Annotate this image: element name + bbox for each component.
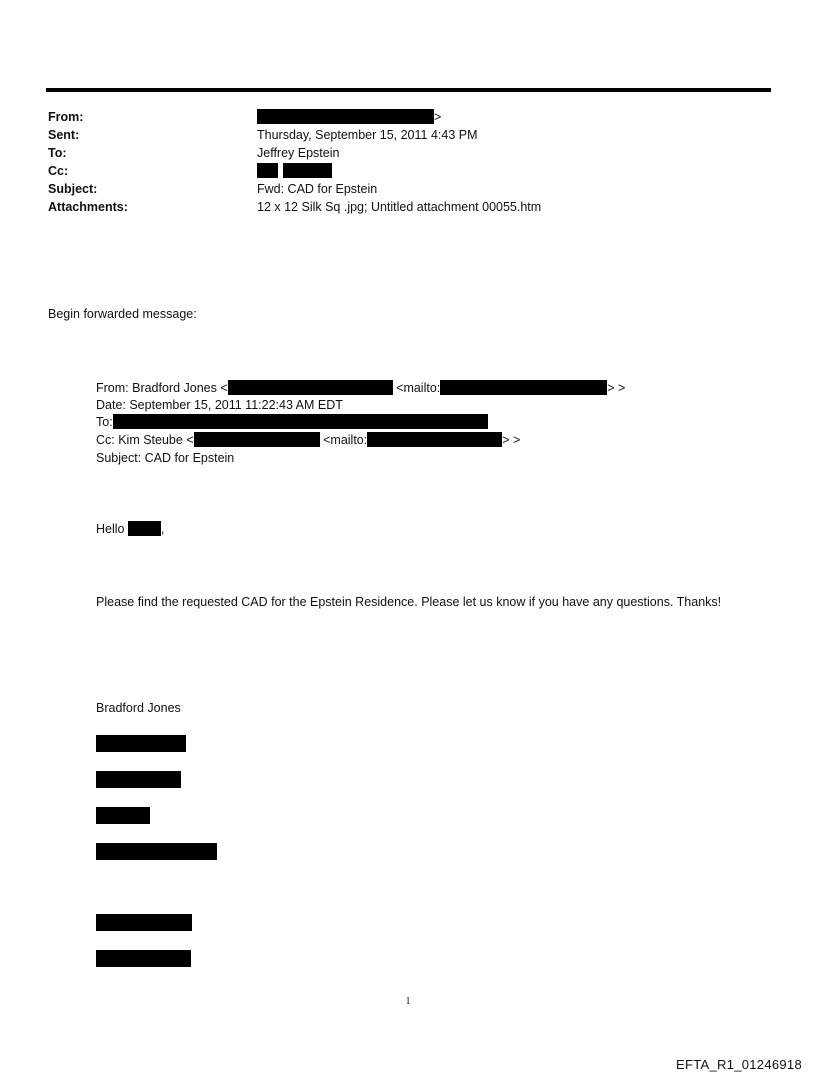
- redaction-block: [367, 432, 502, 447]
- forwarded-to-line: [96, 414, 488, 431]
- message-text: Please find the requested CAD for the Epstein Residence. Please let us know if you have any questions. Thanks!: [96, 595, 722, 609]
- redaction-block: [257, 109, 434, 124]
- from-value-suffix: >: [434, 110, 442, 124]
- header-divider: [46, 88, 771, 92]
- bates-number: EFTA_R1_01246918: [676, 1057, 802, 1072]
- forward-intro: Begin forwarded message:: [48, 307, 197, 321]
- greeting-prefix: Hello: [96, 522, 125, 536]
- redaction-block: [96, 771, 181, 788]
- forwarded-cc-mailto: <mailto:: [323, 433, 368, 447]
- redaction-block: [257, 163, 278, 178]
- greeting-suffix: ,: [160, 522, 165, 536]
- forwarded-from-suffix: > >: [607, 381, 626, 395]
- redaction-block: [96, 807, 150, 824]
- redaction-block: [228, 380, 393, 395]
- from-value: [257, 108, 441, 126]
- forwarded-from-line: [96, 380, 625, 397]
- attachments-value: 12 x 12 Silk Sq .jpg; Untitled attachment 00055.htm: [257, 200, 542, 214]
- subject-label: Subject:: [48, 182, 98, 196]
- forwarded-subject-line: Subject: CAD for Epstein: [96, 451, 235, 465]
- from-label: From:: [48, 110, 84, 124]
- subject-value: Fwd: CAD for Epstein: [257, 182, 378, 196]
- forwarded-from-mailto: <mailto:: [396, 381, 441, 395]
- page-number: 1: [405, 996, 411, 1007]
- signature-name: Bradford Jones: [96, 701, 181, 715]
- to-label: To:: [48, 146, 67, 160]
- forwarded-from-prefix: From: Bradford Jones <: [96, 381, 228, 395]
- forwarded-cc-prefix: Cc: Kim Steube <: [96, 433, 194, 447]
- redaction-block: [283, 163, 332, 178]
- redaction-block: [96, 950, 191, 967]
- greeting: [96, 521, 164, 538]
- redaction-block: [128, 521, 161, 536]
- redaction-block: [113, 414, 488, 429]
- forwarded-date-line: Date: September 15, 2011 11:22:43 AM EDT: [96, 398, 343, 412]
- cc-label: Cc:: [48, 164, 69, 178]
- sent-value: Thursday, September 15, 2011 4:43 PM: [257, 128, 478, 142]
- redaction-block: [440, 380, 607, 395]
- to-value: Jeffrey Epstein: [257, 146, 340, 160]
- sent-label: Sent:: [48, 128, 80, 142]
- forwarded-cc-line: [96, 432, 520, 449]
- redaction-block: [96, 914, 192, 931]
- attachments-label: Attachments:: [48, 200, 128, 214]
- cc-value: [257, 162, 332, 180]
- redaction-block: [194, 432, 320, 447]
- forwarded-to-prefix: To:: [96, 415, 113, 429]
- redaction-block: [96, 735, 186, 752]
- redaction-block: [96, 843, 217, 860]
- forwarded-cc-suffix: > >: [502, 433, 521, 447]
